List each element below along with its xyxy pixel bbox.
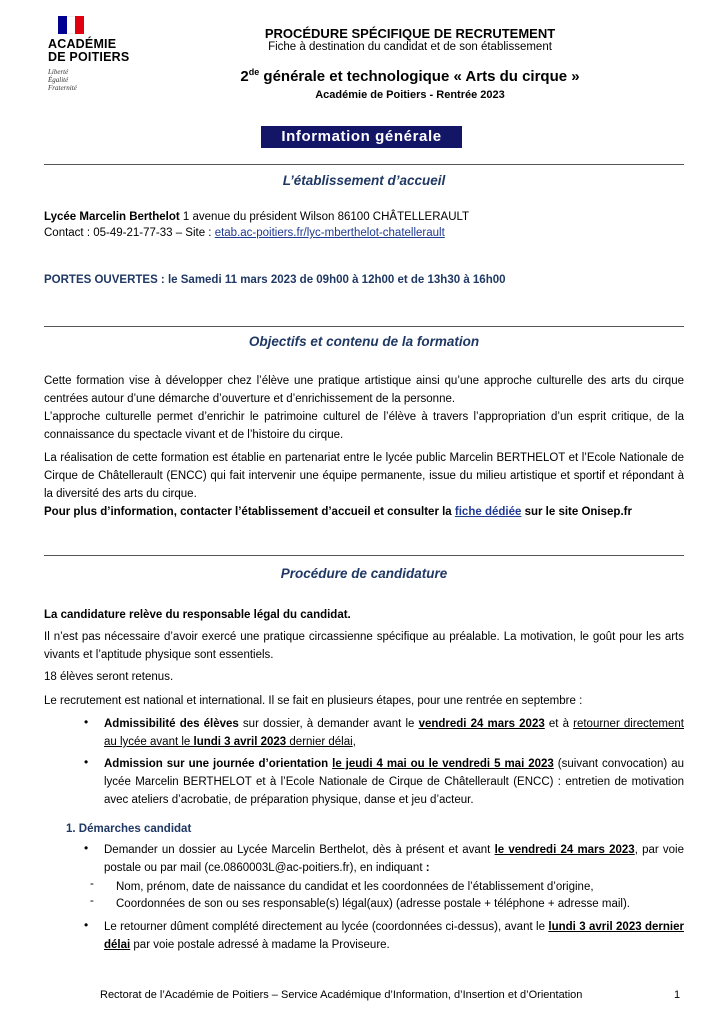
program-title: 2de générale et technologique « Arts du cirque » bbox=[240, 67, 580, 85]
portes-ouvertes: PORTES OUVERTES : le Samedi 11 mars 2023 de 09h00 à 12h00 et de 13h30 à 16h00 bbox=[44, 274, 506, 286]
page-footer bbox=[100, 989, 700, 1001]
section-heading-objectifs: Objectifs et contenu de la formation bbox=[248, 334, 480, 349]
sub-heading-demarches: 1. Démarches candidat bbox=[66, 823, 192, 835]
procedure-paragraph-2: Il n’est pas nécessaire d’avoir exercé une pratique circassienne spécifique au préalable. La motivation, le goût pour les arts vivants et l’aptitude physique sont essentiels. bbox=[44, 631, 684, 661]
dash-item-2: Coordonnées de son ou ses responsable(s) légal(aux) (adresse postale + téléphone + adresse mail). bbox=[116, 898, 630, 910]
section-heading-etablissement: L’établissement d’accueil bbox=[282, 173, 446, 188]
dash-marker: - bbox=[90, 878, 94, 890]
academy-session: Académie de Poitiers - Rentrée 2023 bbox=[315, 89, 505, 101]
logo-line-1: ACADÉMIE bbox=[48, 37, 117, 51]
etablissement-address: Lycée Marcelin Berthelot 1 avenue du président Wilson 86100 CHÂTELLERAULT bbox=[44, 211, 470, 223]
dash-marker: - bbox=[90, 895, 94, 907]
procedure-paragraph-3: 18 élèves seront retenus. bbox=[44, 671, 174, 683]
section-divider bbox=[44, 326, 684, 327]
french-flag-icon bbox=[58, 16, 84, 34]
dash-item-1: Nom, prénom, date de naissance du candidat et les coordonnées de l’établissement d’origine, bbox=[116, 881, 594, 893]
academy-logo bbox=[48, 16, 158, 92]
etablissement-site-link[interactable]: etab.ac-poitiers.fr/lyc-mberthelot-chatellerault bbox=[214, 227, 445, 239]
bullet-icon: • bbox=[84, 755, 89, 769]
procedure-paragraph-1: La candidature relève du responsable légal du candidat. bbox=[44, 609, 351, 621]
document-title: PROCÉDURE SPÉCIFIQUE DE RECRUTEMENT bbox=[264, 26, 556, 41]
fiche-dediee-link[interactable]: fiche dédiée bbox=[454, 506, 522, 518]
objectifs-paragraph-4: Pour plus d’information, contacter l’établissement d’accueil et consulter la fiche dédiée sur le site Onisep.fr bbox=[44, 506, 632, 518]
section-divider bbox=[44, 555, 684, 556]
page-number: 1 bbox=[674, 989, 681, 1001]
bullet-icon: • bbox=[84, 841, 89, 855]
footer-text: Rectorat de l’Académie de Poitiers – Service Académique d’Information, d’Insertion et d’Orientation bbox=[100, 989, 583, 1001]
section-heading-procedure: Procédure de candidature bbox=[280, 566, 448, 581]
logo-line-2: DE POITIERS bbox=[48, 50, 130, 64]
section-divider bbox=[44, 164, 684, 165]
procedure-paragraph-4: Le recrutement est national et international. Il se fait en plusieurs étapes, pour une rentrée en septembre : bbox=[44, 695, 583, 707]
step-demander-dossier: Demander un dossier au Lycée Marcelin Berthelot, dès à présent et avant le vendredi 24 mars 2023, par voie postale ou par mail (ce.0860003L@ac-poitiers.fr), en indiquant : bbox=[104, 844, 684, 874]
bullet-admissibilite: Admissibilité des élèves sur dossier, à demander avant le vendredi 24 mars 2023 et à retourner directement au lycée avant le lundi 3 avril 2023 dernier délai, bbox=[104, 718, 684, 748]
objectifs-paragraph-2: L’approche culturelle permet d’enrichir le patrimoine culturel de l’élève à travers l’appropriation d’un esprit critique, de la connaissance du spectacle vivant et de l’histoire du cirque. bbox=[44, 411, 684, 441]
bullet-admission: Admission sur une journée d’orientation le jeudi 4 mai ou le vendredi 5 mai 2023 (suivant convocation) au lycée Marcelin BERTHELOT et à l’Ecole Nationale de Cirque de Châtellerault (ENCC) : entretien de motivation avec ateliers d’acrobatie, de préparation physique, danse et jeu d’acteur. bbox=[104, 758, 684, 806]
logo-motto-2: Égalité bbox=[48, 76, 69, 84]
bullet-icon: • bbox=[84, 715, 89, 729]
step-retourner-dossier: Le retourner dûment complété directement au lycée (coordonnées ci-dessus), avant le lundi 3 avril 2023 dernier délai par voie postale adressé à madame la Proviseure. bbox=[104, 921, 684, 951]
document-subtitle: Fiche à destination du candidat et de son établissement bbox=[268, 41, 552, 53]
bullet-icon: • bbox=[84, 918, 89, 932]
objectifs-paragraph-1: Cette formation vise à développer chez l’élève une pratique artistique ainsi qu’une approche culturelle des arts du cirque centrées autour d’une démarche d’ouverture et d’enrichissement de la personne. bbox=[44, 375, 684, 405]
logo-motto-1: Liberté bbox=[48, 68, 69, 76]
etablissement-contact: Contact : 05-49-21-77-33 – Site : etab.ac-poitiers.fr/lyc-mberthelot-chatellerault bbox=[44, 227, 445, 239]
logo-motto-3: Fraternité bbox=[48, 84, 77, 92]
info-banner: Information générale bbox=[261, 126, 462, 148]
objectifs-paragraph-3: La réalisation de cette formation est établie en partenariat entre le lycée public Marcelin BERTHELOT et l’Ecole Nationale de Cirque de Châtellerault (ENCC) qui fait intervenir une équipe permanente, issue du milieu artistique et sportif et répondant à la diversité des arts du cirque. bbox=[44, 452, 684, 500]
